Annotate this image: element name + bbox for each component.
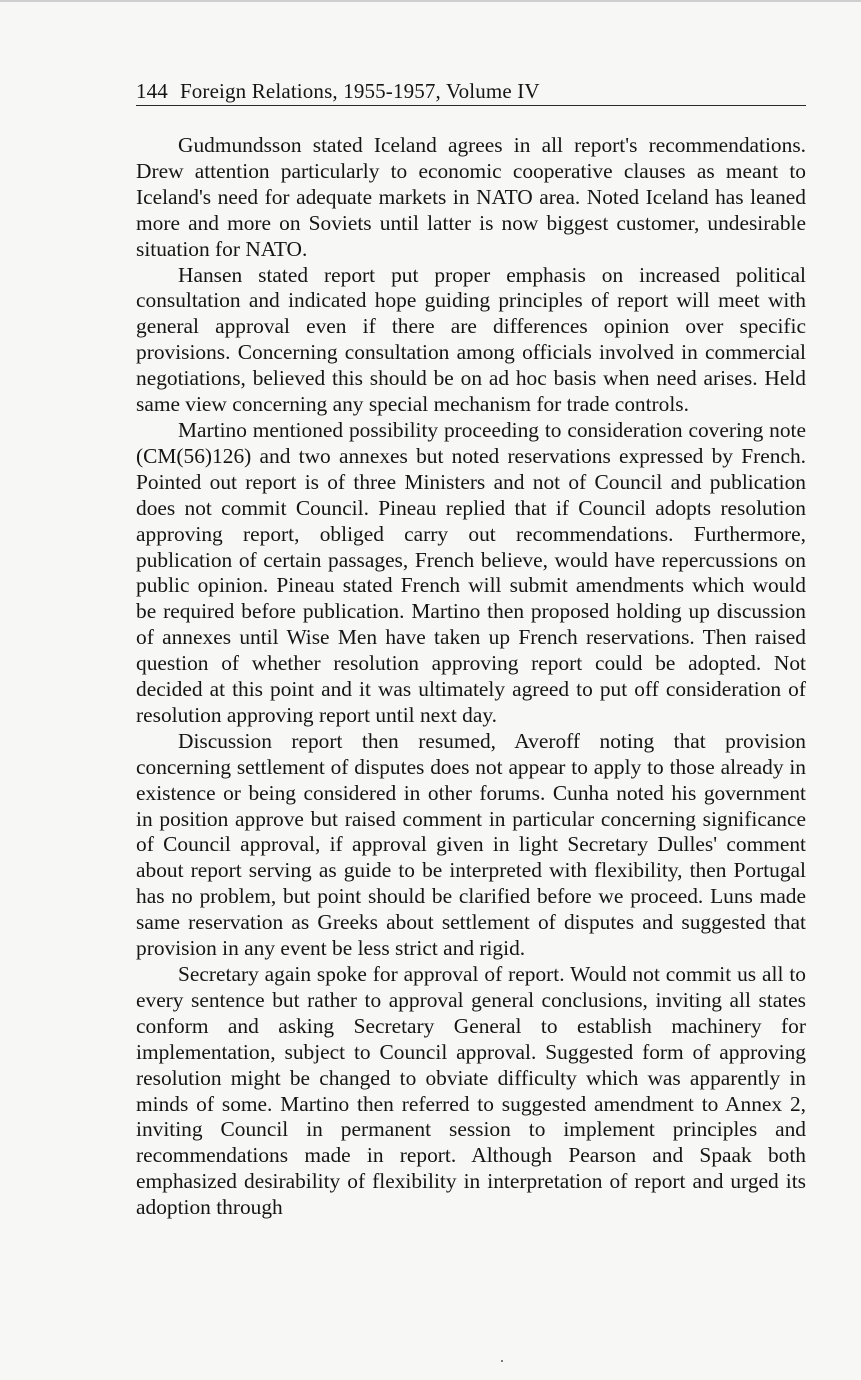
running-header	[136, 78, 806, 106]
scan-top-edge	[0, 0, 861, 2]
scan-speck	[501, 1360, 503, 1362]
paragraph-martino: Martino mentioned possibility proceeding to consideration covering note (CM(56)126) and two annexes but noted reservations expressed by French. Pointed out report is of three Ministers and not of Council and publication does not commit Council. Pineau replied that if Council adopts resolution approving report, obliged carry out recommendations. Furthermore, publication of certain passages, French believe, would have repercussions on public opinion. Pineau stated French will submit amendments which would be required before publication. Martino then proposed holding up discussion of annexes until Wise Men have taken up French reservations. Then raised question of whether resolution approving report could be adopted. Not decided at this point and it was ultimately agreed to put off consideration of resolution approving report until next day.	[136, 417, 806, 727]
paragraph-secretary: Secretary again spoke for approval of report. Would not commit us all to every sentence but rather to approval general conclusions, inviting all states conform and asking Secretary General to establish machinery for implementation, subject to Council approval. Suggested form of approving resolution might be changed to obviate difficulty which was apparently in minds of some. Martino then referred to suggested amendment to Annex 2, inviting Council in permanent session to implement principles and recommendations made in report. Although Pearson and Spaak both emphasized desirability of flexibility in interpretation of report and urged its adoption through	[136, 962, 806, 1220]
page-number: 144	[136, 79, 168, 103]
paragraph-gudmundsson: Gudmundsson stated Iceland agrees in all report's recommendations. Drew attention particularly to economic cooperative clauses as meant to Iceland's need for adequate markets in NATO area. Noted Iceland has leaned more and more on Soviets until latter is now biggest customer, undesirable situation for NATO.	[136, 133, 806, 261]
document-page	[136, 78, 806, 1221]
paragraph-discussion: Discussion report then resumed, Averoff noting that provision concerning settlement of disputes does not appear to apply to those already in existence or being considered in other forums. Cunha noted his government in position approve but raised comment in particular concerning significance of Council approval, if approval given in light Secretary Dulles' comment about report serving as guide to be interpreted with flexibility, then Portugal has no problem, but point should be clarified before we proceed. Luns made same reservation as Greeks about settlement of disputes and suggested that provision in any event be less strict and rigid.	[136, 728, 806, 961]
body-text	[136, 133, 806, 1221]
paragraph-hansen: Hansen stated report put proper emphasis on increased political consultation and indicated hope guiding principles of report will meet with general approval even if there are differences opinion over specific provisions. Concerning consultation among officials involved in commercial negotiations, believed this should be on ad hoc basis when need arises. Held same view concerning any special mechanism for trade controls.	[136, 262, 806, 417]
running-title: Foreign Relations, 1955-1957, Volume IV	[179, 79, 540, 103]
